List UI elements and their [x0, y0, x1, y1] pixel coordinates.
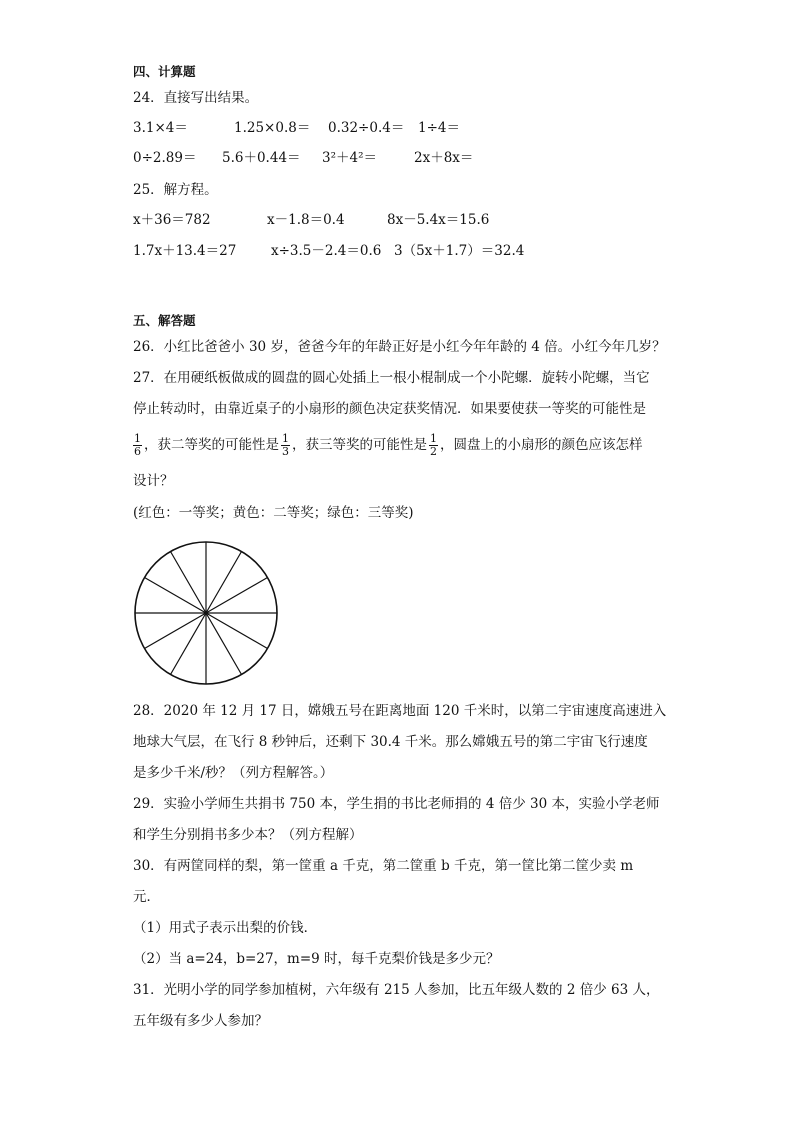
- spinner-spoke: [171, 552, 207, 613]
- q24-item: 1.25×0.8＝: [234, 120, 311, 136]
- section-4-heading: 四、计算题: [133, 64, 196, 79]
- q27-text: ，获二等奖的可能性是: [144, 437, 279, 453]
- q25-equation: 3（5x＋1.7）＝32.4: [394, 243, 525, 259]
- question-30-line-1: 30．有两筐同样的梨，第一筐重 a 千克，第二筐重 b 千克，第一筐比第二筐少卖 m: [133, 858, 634, 874]
- q24-item: 5.6＋0.44＝: [222, 150, 301, 166]
- q25-equation: 1.7x＋13.4＝27: [133, 243, 237, 259]
- q25-equation: x＋36＝782: [133, 212, 211, 228]
- fraction-one-half: $\frac{1}{2}$: [430, 432, 437, 458]
- question-27-line-4: 设计？: [133, 473, 174, 489]
- question-31-line-1: 31．光明小学的同学参加植树，六年级有 215 人参加，比五年级人数的 2 倍少 63 人，: [133, 982, 660, 998]
- spinner-spoke: [206, 613, 242, 674]
- fraction-one-sixth: $\frac{1}{6}$: [134, 432, 141, 458]
- question-26: 26．小红比爸爸小 30 岁，爸爸今年的年龄正好是小红今年年龄的 4 倍。小红今年几岁？: [133, 339, 666, 355]
- spinner-spoke: [206, 578, 267, 614]
- question-28-line-2: 地球大气层，在飞行 8 秒钟后，还剩下 30.4 千米。那么嫦娥五号的第二宇宙飞行速度: [133, 734, 648, 750]
- question-28-line-1: 28．2020 年 12 月 17 日，嫦娥五号在距离地面 120 千米时，以第二宇宙速度高速进入: [133, 703, 667, 719]
- question-24-prompt: 24．直接写出结果。: [133, 90, 259, 106]
- spinner-spoke: [206, 613, 267, 649]
- spinner-spoke: [145, 613, 206, 649]
- question-30-part-1: （1）用式子表示出梨的价钱．: [133, 920, 318, 936]
- question-30-part-2: （2）当 a=24，b=27，m=9 时，每千克梨价钱是多少元？: [133, 951, 500, 967]
- question-28-line-3: 是多少千米/秒？（列方程解答。）: [133, 765, 334, 781]
- q27-text: ，圆盘上的小扇形的颜色应该怎样: [440, 437, 643, 453]
- section-5-heading: 五、解答题: [133, 313, 196, 328]
- fraction-one-third: $\frac{1}{3}$: [282, 432, 289, 458]
- question-29-line-1: 29．实验小学师生共捐书 750 本，学生捐的书比老师捐的 4 倍少 30 本，实验小学老师: [133, 796, 660, 812]
- q24-item: 3.1×4＝: [133, 120, 188, 136]
- spinner-spoke: [206, 552, 242, 613]
- question-27-line-1: 27．在用硬纸板做成的圆盘的圆心处插上一根小棍制成一个小陀螺．旋转小陀螺，当它: [133, 370, 650, 386]
- question-27-line-2: 停止转动时，由靠近桌子的小扇形的颜色决定获奖情况．如果要使获一等奖的可能性是: [133, 401, 646, 417]
- spinner-spoke: [145, 578, 206, 614]
- spinner-wheel-diagram: [133, 540, 279, 686]
- question-27-line-3: [131, 433, 643, 458]
- question-25-prompt: 25．解方程。: [133, 182, 218, 198]
- question-27-legend: (红色：一等奖；黄色：二等奖；绿色：三等奖): [133, 505, 414, 521]
- q24-item: 2x＋8x＝: [414, 150, 474, 166]
- q24-item: 0÷2.89＝: [133, 150, 197, 166]
- spinner-spoke: [171, 613, 207, 674]
- q24-item: 1÷4＝: [418, 120, 460, 136]
- question-30-line-2: 元．: [133, 889, 160, 905]
- question-29-line-2: 和学生分别捐书多少本？（列方程解）: [133, 827, 363, 843]
- q25-equation: x÷3.5－2.4＝0.6: [271, 243, 382, 259]
- question-31-line-2: 五年级有多少人参加？: [133, 1013, 268, 1029]
- q24-item: 3²＋4²＝: [322, 150, 378, 166]
- q24-item: 0.32÷0.4＝: [328, 120, 405, 136]
- q27-text: ，获三等奖的可能性是: [292, 437, 427, 453]
- q25-equation: 8x－5.4x＝15.6: [387, 212, 490, 228]
- q25-equation: x－1.8＝0.4: [267, 212, 345, 228]
